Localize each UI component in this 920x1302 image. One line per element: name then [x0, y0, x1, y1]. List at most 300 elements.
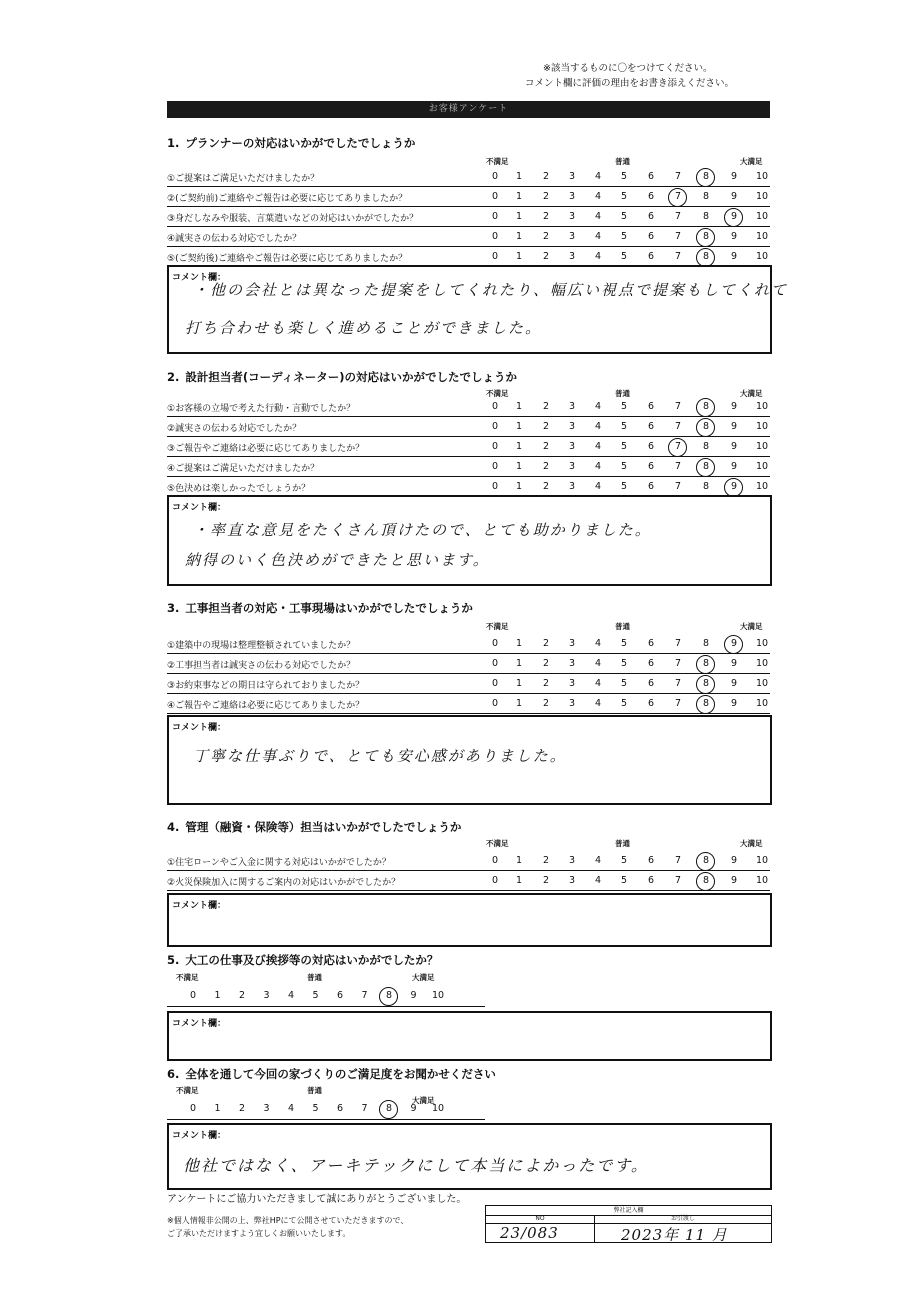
rating-option[interactable]: 10 — [755, 658, 769, 669]
section-1-scale-mid: 普通 — [615, 157, 630, 166]
rating-option[interactable]: 8 — [702, 638, 710, 649]
section-2-scale-mid: 普通 — [615, 389, 630, 398]
rating-option[interactable]: 4 — [594, 231, 602, 242]
section-5-scale-mid: 普通 — [307, 973, 322, 982]
section-3-comment-line: 丁寧な仕事ぶりで、とても安心感がありました。 — [193, 747, 567, 765]
rating-option[interactable]: 10 — [755, 421, 769, 432]
privacy-note-2: ご了承いただけますよう宜しくお願いいたします。 — [167, 1229, 351, 1238]
section-2-question-row — [167, 436, 770, 457]
rating-option[interactable]: 4 — [594, 421, 602, 432]
question-text: ④誠実さの伝わる対応でしたか？ — [167, 234, 302, 244]
rating-option[interactable]: 5 — [620, 461, 628, 472]
section-3-question-row — [167, 633, 770, 654]
rating-option[interactable]: 5 — [620, 875, 628, 886]
rating-option[interactable]: 9 — [730, 678, 738, 689]
rating-option[interactable]: 3 — [568, 461, 576, 472]
section-1-question-row — [167, 226, 770, 247]
rating-option[interactable]: 7 — [674, 678, 682, 689]
rating-option[interactable]: 6 — [647, 855, 655, 866]
rating-option[interactable]: 7 — [674, 251, 682, 262]
rating-option-selected[interactable]: 8 — [699, 461, 713, 472]
section-4-question-row — [167, 850, 770, 871]
section-5-scale-high: 大満足 — [412, 973, 435, 982]
section-2-comment-line: ・率直な意見をたくさん頂けたので、とても助かりました。 — [193, 521, 652, 539]
rating-option[interactable]: 5 — [620, 421, 628, 432]
rating-option[interactable]: 1 — [214, 1103, 221, 1114]
comment-label: コメント欄： — [172, 1131, 227, 1141]
rating-options — [167, 698, 770, 712]
rating-option[interactable]: 9 — [730, 461, 738, 472]
rating-option[interactable]: 10 — [755, 875, 769, 886]
section-4-scale-low: 不満足 — [486, 839, 509, 848]
rating-option[interactable]: 0 — [491, 401, 499, 412]
rating-option[interactable]: 1 — [515, 678, 523, 689]
rating-option[interactable]: 2 — [542, 401, 550, 412]
rating-options — [167, 251, 770, 265]
rating-option[interactable]: 7 — [674, 855, 682, 866]
rating-option[interactable]: 9 — [730, 421, 738, 432]
section-6-title: 6. 全体を通して今回の家づくりのご満足度をお聞かせください — [167, 1067, 496, 1081]
section-1-question-row — [167, 246, 770, 267]
rating-option[interactable]: 4 — [594, 481, 602, 492]
question-text: ③ご報告やご連絡は必要に応じてありましたか？ — [167, 444, 365, 454]
rating-option[interactable]: 6 — [647, 171, 655, 182]
rating-option[interactable]: 10 — [755, 698, 769, 709]
rating-option[interactable]: 5 — [620, 698, 628, 709]
rating-option[interactable]: 7 — [674, 461, 682, 472]
rating-option-selected[interactable]: 8 — [699, 251, 713, 262]
record-number[interactable]: 23/083 — [500, 1224, 559, 1242]
rating-option-selected[interactable]: 7 — [671, 191, 685, 202]
rating-option[interactable]: 5 — [620, 251, 628, 262]
rating-option-selected[interactable]: 8 — [699, 875, 713, 886]
question-text: ①お客様の立場で考えた行動・言動でしたか？ — [167, 404, 356, 414]
rating-option[interactable]: 7 — [674, 421, 682, 432]
rating-option[interactable]: 9 — [730, 658, 738, 669]
section-4-title: 4. 管理（融資・保険等）担当はいかがでしたでしょうか — [167, 820, 462, 834]
rating-options — [167, 421, 770, 435]
section-6-scale-mid: 普通 — [307, 1086, 322, 1095]
section-3-question-row — [167, 693, 770, 714]
rating-option[interactable]: 4 — [594, 211, 602, 222]
question-text: ③お約束事などの期日は守られておりましたか？ — [167, 681, 365, 691]
rating-option[interactable]: 4 — [594, 658, 602, 669]
rating-option[interactable]: 5 — [620, 401, 628, 412]
rating-option[interactable]: 3 — [568, 855, 576, 866]
section-4-scale-high: 大満足 — [740, 839, 763, 848]
question-text: ①住宅ローンやご入金に関する対応はいかがでしたか？ — [167, 858, 391, 868]
comment-label: コメント欄： — [172, 273, 227, 283]
rating-option[interactable]: 4 — [594, 875, 602, 886]
rating-option[interactable]: 3 — [568, 191, 576, 202]
rating-option[interactable]: 0 — [491, 231, 499, 242]
rating-option[interactable]: 3 — [568, 421, 576, 432]
rating-option[interactable]: 9 — [730, 698, 738, 709]
rating-option[interactable]: 2 — [238, 1103, 246, 1114]
comment-label: コメント欄： — [172, 723, 227, 733]
rating-option[interactable]: 5 — [620, 231, 628, 242]
rating-option[interactable]: 10 — [755, 678, 769, 689]
handover-date[interactable]: 2023年 11 月 — [621, 1226, 728, 1244]
rating-options — [167, 171, 770, 185]
rating-option[interactable]: 3 — [568, 251, 576, 262]
rating-option[interactable]: 5 — [620, 441, 628, 452]
rating-option-selected[interactable]: 8 — [699, 855, 713, 866]
section-2-scale-high: 大満足 — [740, 389, 763, 398]
section-5-scale-low: 不満足 — [176, 973, 199, 982]
section-2-comment-line: 納得のいく色決めができたと思います。 — [185, 551, 490, 569]
rating-options — [167, 191, 770, 205]
rating-option-selected[interactable]: 9 — [727, 481, 741, 492]
rating-option[interactable]: 5 — [620, 638, 628, 649]
rating-option[interactable]: 3 — [568, 678, 576, 689]
rating-option[interactable]: 1 — [515, 855, 523, 866]
rating-option[interactable]: 2 — [542, 481, 550, 492]
question-text: ①ご提案はご満足いただけましたか？ — [167, 174, 320, 184]
section-6-comment-box[interactable] — [167, 1123, 772, 1190]
rating-option[interactable]: 9 — [730, 231, 738, 242]
rating-options — [167, 401, 770, 415]
rating-option[interactable]: 3 — [263, 1103, 270, 1114]
section-3-question-row — [167, 673, 770, 694]
rating-option[interactable]: 6 — [647, 678, 655, 689]
section-4-scale-mid: 普通 — [615, 839, 630, 848]
rating-option[interactable]: 6 — [647, 658, 655, 669]
rating-option[interactable]: 4 — [594, 441, 602, 452]
rating-option[interactable]: 4 — [594, 401, 602, 412]
rating-option[interactable]: 2 — [542, 441, 550, 452]
rating-option[interactable]: 10 — [755, 638, 769, 649]
section-1-comment-box[interactable] — [167, 265, 789, 354]
rating-option[interactable]: 6 — [647, 698, 655, 709]
rating-option-selected[interactable]: 8 — [699, 421, 713, 432]
rating-option[interactable]: 3 — [568, 401, 576, 412]
question-text: ②誠実さの伝わる対応でしたか？ — [167, 424, 302, 434]
question-text: ②火災保険加入に関するご案内の対応はいかがでしたか？ — [167, 878, 401, 888]
section-2-question-row — [167, 476, 770, 497]
rating-options — [167, 658, 770, 672]
rating-option[interactable]: 4 — [594, 678, 602, 689]
question-text: ①建築中の現場は整理整頓されていましたか？ — [167, 641, 356, 651]
rating-option[interactable]: 5 — [312, 990, 319, 1001]
question-text: ③身だしなみや服装、言葉遣いなどの対応はいかがでしたか？ — [167, 214, 419, 224]
rating-option[interactable]: 7 — [674, 401, 682, 412]
rating-options — [167, 461, 770, 475]
rating-option[interactable]: 1 — [515, 231, 523, 242]
rating-option[interactable]: 3 — [263, 990, 270, 1001]
question-text: ④ご提案はご満足いただけましたか？ — [167, 464, 320, 474]
rating-option[interactable]: 2 — [542, 638, 550, 649]
comment-label: コメント欄： — [172, 503, 227, 513]
rating-option-selected[interactable]: 8 — [699, 401, 713, 412]
rating-option[interactable]: 1 — [515, 401, 523, 412]
rating-option[interactable]: 6 — [647, 461, 655, 472]
rating-option[interactable]: 2 — [542, 231, 550, 242]
rating-option[interactable]: 8 — [702, 481, 710, 492]
rating-option[interactable]: 7 — [674, 638, 682, 649]
rating-option[interactable]: 10 — [755, 441, 769, 452]
section-3-scale-low: 不満足 — [486, 622, 509, 631]
section-3-scale-mid: 普通 — [615, 622, 630, 631]
rating-option[interactable]: 8 — [702, 191, 710, 202]
rating-option[interactable]: 5 — [620, 658, 628, 669]
rating-option[interactable]: 2 — [542, 698, 550, 709]
rating-option[interactable]: 6 — [647, 441, 655, 452]
rating-option[interactable]: 4 — [594, 638, 602, 649]
rating-option[interactable]: 2 — [542, 191, 550, 202]
rating-option[interactable]: 7 — [674, 481, 682, 492]
rating-option[interactable]: 2 — [542, 855, 550, 866]
rating-option[interactable]: 0 — [491, 638, 499, 649]
section-5-rating-scale — [186, 990, 486, 1006]
section-6-underline — [167, 1119, 485, 1120]
rating-option[interactable]: 4 — [594, 191, 602, 202]
section-1-scale-high: 大満足 — [740, 157, 763, 166]
rating-option[interactable]: 2 — [542, 875, 550, 886]
rating-option[interactable]: 1 — [515, 658, 523, 669]
comment-label: コメント欄： — [172, 1019, 227, 1029]
section-1-scale-low: 不満足 — [486, 157, 509, 166]
rating-option[interactable]: 0 — [189, 1103, 197, 1114]
rating-option[interactable]: 7 — [674, 211, 682, 222]
section-1-title: 1. プランナーの対応はいかがでしたでしょうか — [167, 136, 416, 150]
rating-option[interactable]: 0 — [491, 421, 499, 432]
rating-option[interactable]: 10 — [755, 251, 769, 262]
rating-option[interactable]: 6 — [647, 421, 655, 432]
rating-option[interactable]: 6 — [647, 638, 655, 649]
rating-option[interactable]: 3 — [568, 441, 576, 452]
rating-options — [167, 231, 770, 245]
comment-label: コメント欄： — [172, 901, 227, 911]
rating-option[interactable]: 1 — [515, 251, 523, 262]
rating-option[interactable]: 5 — [620, 171, 628, 182]
rating-option[interactable]: 0 — [491, 461, 499, 472]
rating-option[interactable]: 6 — [647, 251, 655, 262]
question-text: ②工事担当者は誠実さの伝わる対応でしたか？ — [167, 661, 356, 671]
rating-option[interactable]: 9 — [730, 191, 738, 202]
rating-option[interactable]: 2 — [238, 990, 246, 1001]
rating-options — [167, 855, 770, 869]
rating-option[interactable]: 10 — [755, 191, 769, 202]
rating-option[interactable]: 10 — [755, 231, 769, 242]
rating-option[interactable]: 3 — [568, 658, 576, 669]
rating-option[interactable]: 10 — [755, 481, 769, 492]
no-label: NO — [486, 1215, 594, 1224]
rating-option[interactable]: 1 — [515, 638, 523, 649]
question-text: ④ご報告やご連絡は必要に応じてありましたか？ — [167, 701, 365, 711]
rating-option[interactable]: 6 — [336, 1103, 344, 1114]
rating-option[interactable]: 1 — [515, 698, 523, 709]
rating-option[interactable]: 0 — [491, 211, 499, 222]
rating-option[interactable]: 9 — [410, 990, 417, 1001]
rating-option[interactable]: 6 — [336, 990, 344, 1001]
rating-option[interactable]: 4 — [594, 461, 602, 472]
rating-option[interactable]: 2 — [542, 421, 550, 432]
section-5-underline — [167, 1006, 485, 1007]
section-6-scale-high: 大満足 — [412, 1096, 435, 1105]
section-4-comment-box[interactable] — [167, 893, 772, 947]
rating-option[interactable]: 9 — [730, 875, 738, 886]
rating-option[interactable]: 3 — [568, 698, 576, 709]
rating-option[interactable]: 0 — [491, 855, 499, 866]
rating-option[interactable]: 4 — [594, 855, 602, 866]
rating-option[interactable]: 6 — [647, 875, 655, 886]
rating-option[interactable]: 10 — [755, 211, 769, 222]
rating-option[interactable]: 9 — [730, 401, 738, 412]
rating-option[interactable]: 8 — [702, 441, 710, 452]
rating-option[interactable]: 5 — [312, 1103, 319, 1114]
rating-option[interactable]: 1 — [515, 211, 523, 222]
rating-option[interactable]: 10 — [755, 171, 769, 182]
thanks-message: アンケートにご協力いただきまして誠にありがとうございました。 — [167, 1194, 467, 1205]
section-2-title: 2. 設計担当者(コーディネーター)の対応はいかがでしたでしょうか — [167, 370, 517, 384]
rating-option[interactable]: 3 — [568, 875, 576, 886]
section-1-comment-line: 打ち合わせも楽しく進めることができました。 — [185, 319, 543, 337]
instruction-note-1: ※該当するものに〇をつけてください。 — [543, 63, 713, 74]
rating-option[interactable]: 10 — [755, 461, 769, 472]
rating-option[interactable]: 6 — [647, 191, 655, 202]
rating-option[interactable]: 4 — [594, 251, 602, 262]
rating-option-selected[interactable]: 8 — [699, 658, 713, 669]
rating-option[interactable]: 10 — [431, 1103, 445, 1114]
rating-option[interactable]: 0 — [491, 875, 499, 886]
rating-option[interactable]: 2 — [542, 678, 550, 689]
rating-option[interactable]: 6 — [647, 211, 655, 222]
rating-option[interactable]: 7 — [674, 231, 682, 242]
rating-option[interactable]: 3 — [568, 231, 576, 242]
section-2-question-row — [167, 396, 770, 417]
question-text: ⑤色決めは楽しかったでしょうか？ — [167, 484, 311, 494]
rating-option[interactable]: 2 — [542, 251, 550, 262]
rating-option[interactable]: 0 — [491, 698, 499, 709]
section-1-question-row — [167, 166, 770, 187]
rating-option-selected[interactable]: 8 — [699, 231, 713, 242]
office-use-box — [485, 1205, 772, 1243]
rating-option[interactable]: 2 — [542, 211, 550, 222]
section-1-question-row — [167, 206, 770, 227]
section-2-question-row — [167, 456, 770, 477]
instruction-note-2: コメント欄に評価の理由をお書き添えください。 — [525, 78, 735, 89]
section-2-scale-low: 不満足 — [486, 389, 509, 398]
rating-option[interactable]: 10 — [431, 990, 445, 1001]
section-3-question-row — [167, 653, 770, 674]
rating-option-selected[interactable]: 9 — [727, 211, 741, 222]
rating-option[interactable]: 6 — [647, 231, 655, 242]
rating-option[interactable]: 5 — [620, 211, 628, 222]
section-4-question-row — [167, 870, 770, 891]
rating-option[interactable]: 7 — [674, 658, 682, 669]
rating-option[interactable]: 1 — [214, 990, 221, 1001]
rating-option[interactable]: 5 — [620, 678, 628, 689]
rating-option-selected[interactable]: 8 — [382, 990, 396, 1001]
rating-option[interactable]: 4 — [594, 698, 602, 709]
rating-option[interactable]: 0 — [491, 678, 499, 689]
rating-option-selected[interactable]: 7 — [671, 441, 685, 452]
rating-option[interactable]: 3 — [568, 211, 576, 222]
section-6-rating-scale — [186, 1103, 486, 1119]
rating-option[interactable]: 1 — [515, 481, 523, 492]
rating-option-selected[interactable]: 9 — [727, 638, 741, 649]
rating-option[interactable]: 0 — [491, 191, 499, 202]
rating-option-selected[interactable]: 8 — [699, 698, 713, 709]
rating-option-selected[interactable]: 8 — [382, 1103, 396, 1114]
rating-options — [167, 875, 770, 889]
rating-option[interactable]: 3 — [568, 481, 576, 492]
rating-option[interactable]: 5 — [620, 191, 628, 202]
rating-option[interactable]: 3 — [568, 638, 576, 649]
section-3-scale-high: 大満足 — [740, 622, 763, 631]
question-text: ②(ご契約前)ご連絡やご報告は必要に応じてありましたか？ — [167, 194, 408, 204]
rating-option[interactable]: 5 — [620, 481, 628, 492]
rating-option[interactable]: 0 — [491, 171, 499, 182]
rating-option[interactable]: 1 — [515, 421, 523, 432]
rating-option[interactable]: 1 — [515, 441, 523, 452]
rating-option[interactable]: 2 — [542, 171, 550, 182]
rating-option[interactable]: 9 — [730, 855, 738, 866]
section-6-scale-low: 不満足 — [176, 1086, 199, 1095]
rating-option[interactable]: 9 — [730, 441, 738, 452]
rating-option[interactable]: 4 — [594, 171, 602, 182]
rating-option-selected[interactable]: 8 — [699, 678, 713, 689]
rating-options — [167, 211, 770, 225]
rating-option[interactable]: 7 — [674, 171, 682, 182]
rating-option[interactable]: 7 — [361, 1103, 368, 1114]
rating-option[interactable]: 10 — [755, 401, 769, 412]
rating-options — [167, 441, 770, 455]
rating-option[interactable]: 6 — [647, 401, 655, 412]
section-2-question-row — [167, 416, 770, 437]
section-2-comment-box[interactable] — [167, 495, 772, 586]
rating-option[interactable]: 5 — [620, 855, 628, 866]
rating-option[interactable]: 1 — [515, 171, 523, 182]
rating-option[interactable]: 7 — [361, 990, 368, 1001]
office-use-header: 弊社記入欄 — [486, 1206, 771, 1216]
rating-option[interactable]: 9 — [730, 171, 738, 182]
rating-option[interactable]: 10 — [755, 855, 769, 866]
rating-options — [167, 638, 770, 652]
rating-option[interactable]: 2 — [542, 461, 550, 472]
section-5-comment-box[interactable] — [167, 1011, 772, 1061]
rating-option[interactable]: 0 — [491, 441, 499, 452]
handover-label: お引渡し — [595, 1215, 771, 1224]
rating-option[interactable]: 9 — [730, 251, 738, 262]
rating-option[interactable]: 3 — [568, 171, 576, 182]
rating-option[interactable]: 0 — [491, 658, 499, 669]
office-use-divider — [594, 1215, 595, 1242]
rating-option[interactable]: 6 — [647, 481, 655, 492]
rating-option[interactable]: 1 — [515, 461, 523, 472]
rating-option[interactable]: 0 — [491, 481, 499, 492]
privacy-note-1: ※個人情報非公開の上、弊社HPにて公開させていただきますので、 — [167, 1216, 409, 1225]
rating-option[interactable]: 7 — [674, 875, 682, 886]
rating-option[interactable]: 7 — [674, 698, 682, 709]
rating-option[interactable]: 2 — [542, 658, 550, 669]
rating-option[interactable]: 0 — [189, 990, 197, 1001]
rating-option[interactable]: 0 — [491, 251, 499, 262]
rating-option[interactable]: 1 — [515, 875, 523, 886]
rating-option[interactable]: 4 — [287, 990, 295, 1001]
rating-option[interactable]: 9 — [410, 1103, 417, 1114]
section-3-comment-box[interactable] — [167, 715, 772, 805]
rating-options — [167, 481, 770, 495]
rating-options — [167, 678, 770, 692]
rating-option[interactable]: 4 — [287, 1103, 295, 1114]
section-6-comment-line: 他社ではなく、アーキテックにして本当によかったです。 — [183, 1156, 649, 1175]
rating-option-selected[interactable]: 8 — [699, 171, 713, 182]
rating-option[interactable]: 8 — [702, 211, 710, 222]
rating-option[interactable]: 1 — [515, 191, 523, 202]
section-1-question-row — [167, 186, 770, 207]
